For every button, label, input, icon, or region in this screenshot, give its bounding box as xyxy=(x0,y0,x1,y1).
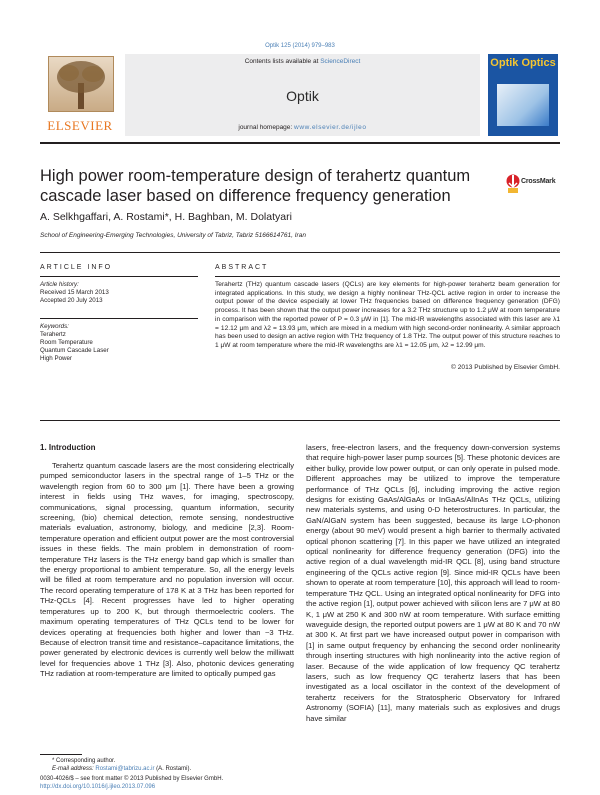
cover-title: Optik Optics xyxy=(490,57,556,69)
history-label: Article history: xyxy=(40,281,79,288)
masthead-center-panel xyxy=(125,54,480,136)
keywords-label: Keywords: xyxy=(40,323,69,330)
keywords-block xyxy=(40,323,198,363)
header-divider xyxy=(40,252,560,253)
crossmark-label: CrossMark xyxy=(521,178,556,185)
journal-name: Optik xyxy=(286,88,319,104)
cover-artwork xyxy=(497,84,549,126)
body-column-left: Terahertz quantum cascade lasers are the most considering electrically pumped semiconductor lasers in the spectral range of 1–5 THz or the wavelength region from 60 to 300 μm [1]. There have been a growing interest in fields using THz waves, for imaging, spectroscopy, communications, signal processing, quantum information, security screening, (bio) chemical detection, remote sensing, nondestructive materials evaluation, astronomy, biology, and medicine [2,3]. Room-temperature operation and efficient output power are the most controversial issues in these fields. The main problem in demonstration of room- temperature THz lasers is the THz energy band gap which is smaller than the energy proportional to ambient temperature. So, all the energy levels will be filled at room temperature and no population inversion will occur. The record operating temperature of 178 K at 3 THz has been reported for THz-QCLs [4]. Recent progresses have led to higher operating temperatures up to 200 K, but through thermoelectric coolers. The maximum operating temperatures of THz QCLs tend to be lower for devices operating at frequencies both higher and lower than ~3 THz. Because of electron transit time and resistance–capacitance limitations, the power generated by electronic devices is currently well below the milliwatt level for frequencies above 1 THz [3]. Also, photonic devices generating THz radiation at room-temperature are limited to optically pumped gas xyxy=(40,461,294,679)
keyword: Terahertz xyxy=(40,331,66,338)
affiliation: School of Engineering-Emerging Technologies, University of Tabriz, Tabriz 5166614761, Iran xyxy=(40,232,306,239)
abstract-rule xyxy=(215,276,560,277)
doi-link[interactable]: http://dx.doi.org/10.1016/j.ijleo.2013.07.096 xyxy=(40,784,156,790)
abstract-bottom-divider xyxy=(40,420,560,421)
keyword: Quantum Cascade Laser xyxy=(40,347,109,354)
keyword: Room Temperature xyxy=(40,339,93,346)
accepted-date: Accepted 20 July 2013 xyxy=(40,297,103,304)
history-divider xyxy=(40,318,198,319)
abstract-heading: ABSTRACT xyxy=(215,264,269,271)
publisher-logo xyxy=(40,54,120,136)
email-suffix: (A. Rostami). xyxy=(154,766,192,772)
homepage-link[interactable]: www.elsevier.de/ijleo xyxy=(294,124,367,131)
contents-prefix: Contents lists available at xyxy=(244,58,321,65)
article-info-rule xyxy=(40,276,198,277)
article-history xyxy=(40,281,198,305)
keyword: High Power xyxy=(40,355,72,362)
abstract-body: Terahertz (THz) quantum cascade lasers (QCLs) are key elements for high-power terahertz beam generation for integrated applications. In this study, we design a highly nonlinear THz-QCL active region in order to increase the output power of the device especially at lower THz frequencies based on difference frequency generation (DFG) process. It has been shown that the output power increases for a 3.2 THz structure up to 1.2 μW at room temperature in comparison with the reported power of P = 0.3 μW in [1]. The mid-IR wavelengths associated with this laser are λ1 = 12.12 μm and λ2 = 13.93 μm, which are mixed in a medium with high second-order nonlinearity. A similar approach has been used to design an active region with THz frequency of 1.8 THz. The output power of this structure reaches to 1 μW at room temperature where the mid-IR wavelengths are λ1 = 12.05 μm, λ2 = 12.99 μm. xyxy=(215,281,560,349)
journal-cover-image xyxy=(488,54,558,136)
footnote-rule xyxy=(40,754,82,755)
email-label: E-mail address: xyxy=(52,766,96,772)
received-date: Received 15 March 2013 xyxy=(40,289,109,296)
abstract-copyright: © 2013 Published by Elsevier GmbH. xyxy=(451,364,560,371)
publisher-wordmark: ELSEVIER xyxy=(47,118,113,133)
paper-title: High power room-temperature design of terahertz quantum cascade laser based on difference frequency generation xyxy=(40,167,471,205)
contents-availability xyxy=(125,58,480,65)
body-column-right: lasers, free-electron lasers, and the frequency down-conversion systems that require high-power laser pump sources [5]. These photonic devices are either bulky, provide low power output, or can only operate in pulsed mode. Different approaches may be utilized to improve the temperature performance of THz QCLs [6], including improving the active region designs for existing GaAs/AlGaAs or InGaAs/AlInAs THz QCLs, utilizing new materials systems, and using 0-D heterostructures. In particular, the GaN/AlGaN system has been suggested, because its large LO-phonon energy (about 90 meV) would present a high barrier to thermally activated optical phonon scattering [7]. In this paper we have utilized an integrated optical nonlinearity for difference frequency generation (DFG) into the active region of a dual wavelength mid-IR QCL [8], using band structure engineering of the QCLs active region [9]. Since mid-IR QCLs have been shown to operate at room temperature [10], this approach will lead to room-temperature THz QCL. Using an integrated optical nonlinearity for DFG into the active region [1], output power achieved with silicon lens are 7 μW at 80 K, 1 μW at 250 K and 300 nW at room temperature. With surface emitting waveguide design, the reported output powers are 1 μW at 80 K and 70 nW at 300 K. At first part we have increased output power in comparison with [1] in same output frequency by enhancing the second order nonlinearity through inserting structures with high nonlinearity into the active region of laser. Because of the wide application of low frequency QC terahertz lasers, such as low frequency QC terahertz lasers that has been investigated as a local oscillator in the context of the development of terahertz receivers for the Stratospheric Observatory for Infrared Astronomy (SOFIA) [11], many materials such as explosives and drugs have similar xyxy=(306,443,560,723)
email-link[interactable]: Rostami@tabrizu.ac.ir xyxy=(95,766,155,772)
crossmark-icon xyxy=(506,174,520,194)
section-heading-introduction: 1. Introduction xyxy=(40,443,96,452)
journal-reference[interactable]: Optik 125 (2014) 979–983 xyxy=(265,43,335,49)
homepage-prefix: journal homepage: xyxy=(238,124,295,131)
issn-line: 0030-4026/$ – see front matter © 2013 Published by Elsevier GmbH. xyxy=(40,776,224,782)
sciencedirect-link[interactable]: ScienceDirect xyxy=(320,58,361,65)
corresponding-note xyxy=(52,757,302,773)
elsevier-tree-icon xyxy=(48,56,114,112)
publication-info xyxy=(40,775,340,791)
journal-masthead xyxy=(40,54,560,136)
masthead-divider xyxy=(40,142,560,144)
crossmark-badge[interactable] xyxy=(506,172,556,196)
article-info-heading: ARTICLE INFO xyxy=(40,264,113,271)
journal-homepage xyxy=(125,124,480,131)
author-list: A. Selkhgaffari, A. Rostami*, H. Baghban, M. Dolatyari xyxy=(40,211,292,223)
corresponding-author: * Corresponding author. xyxy=(52,758,116,764)
